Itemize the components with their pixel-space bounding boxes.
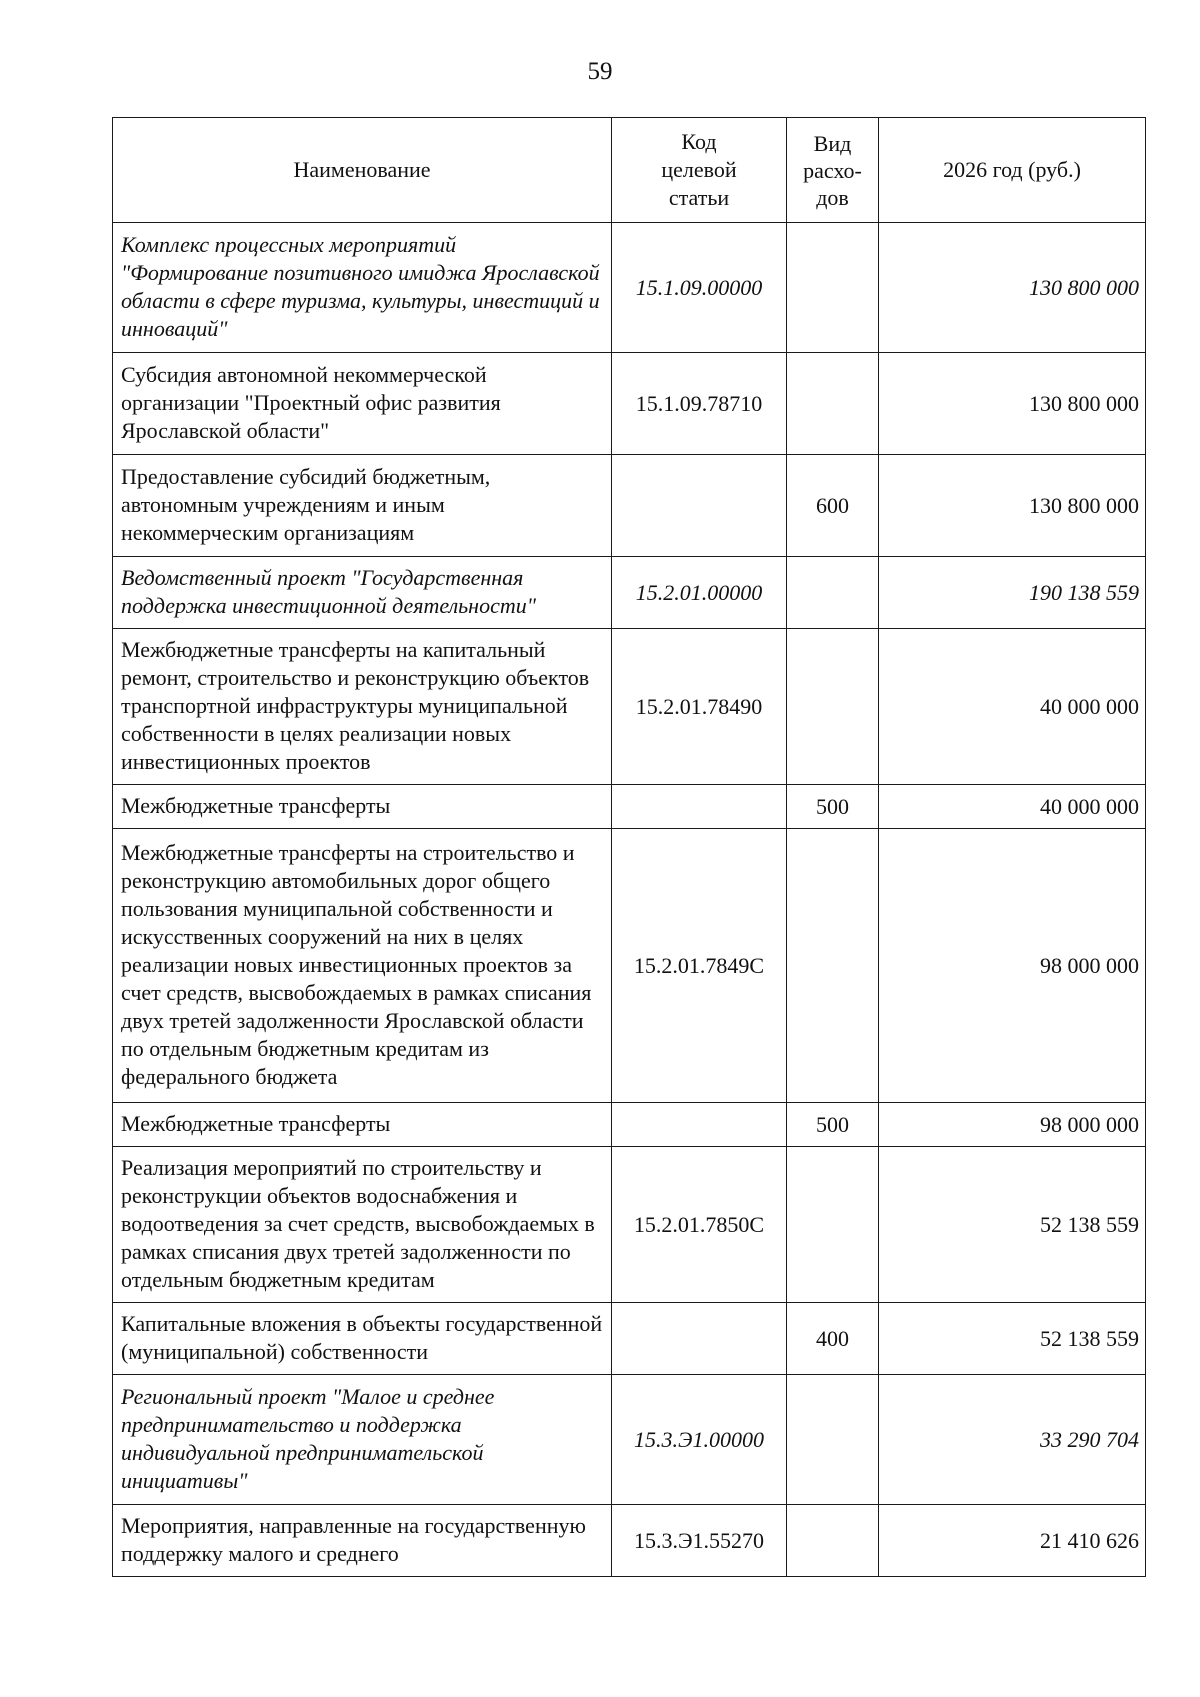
row-kind-cell [787, 629, 879, 785]
table-row [113, 829, 1146, 1103]
row-code-cell: 15.3.Э1.00000 [612, 1375, 787, 1505]
header-kind [787, 118, 879, 223]
row-name-cell: Комплекс процессных мероприятий "Формирование позитивного имиджа Ярославской области в сфере туризма, культуры, инвестиций и инноваций" [113, 223, 612, 353]
row-kind-cell [787, 829, 879, 1103]
row-code-cell [612, 455, 787, 557]
table-header-row [113, 118, 1146, 223]
table-row [113, 1505, 1146, 1577]
row-code-cell [612, 1103, 787, 1147]
row-amount-cell: 190 138 559 [879, 557, 1146, 629]
header-amount-label: 2026 год (руб.) [943, 157, 1081, 182]
row-amount-cell: 52 138 559 [879, 1147, 1146, 1303]
row-name-cell: Межбюджетные трансферты на капитальный ремонт, строительство и реконструкцию объектов транспортной инфраструктуры муниципальной собственности в целях реализации новых инвестиционных проектов [113, 629, 612, 785]
table-row [113, 1147, 1146, 1303]
row-code-cell: 15.2.01.7850С [612, 1147, 787, 1303]
row-code-cell: 15.1.09.78710 [612, 353, 787, 455]
row-code-cell [612, 785, 787, 829]
table-row [113, 1103, 1146, 1147]
header-kind-label: Вид расхо-дов [803, 130, 862, 210]
header-name [113, 118, 612, 223]
table-row [113, 353, 1146, 455]
row-name-cell: Реализация мероприятий по строительству и реконструкции объектов водоснабжения и водоотведения за счет средств, высвобождаемых в рамках списания двух третей задолженности по отдельным бюджетным кредитам [113, 1147, 612, 1303]
row-kind-cell [787, 1147, 879, 1303]
header-name-label: Наименование [293, 157, 431, 182]
row-code-cell: 15.3.Э1.55270 [612, 1505, 787, 1577]
row-amount-cell: 52 138 559 [879, 1303, 1146, 1375]
header-code-label: Код целевой статьи [661, 129, 737, 210]
row-amount-cell: 130 800 000 [879, 353, 1146, 455]
row-code-cell: 15.2.01.78490 [612, 629, 787, 785]
table-row [113, 223, 1146, 353]
row-kind-cell [787, 1375, 879, 1505]
table-row [113, 1375, 1146, 1505]
table-row [113, 557, 1146, 629]
row-amount-cell: 21 410 626 [879, 1505, 1146, 1577]
header-amount [879, 118, 1146, 223]
budget-table [112, 117, 1146, 1577]
row-name-cell: Предоставление субсидий бюджетным, автономным учреждениям и иным некоммерческим организациям [113, 455, 612, 557]
table-row [113, 785, 1146, 829]
header-code [612, 118, 787, 223]
row-kind-cell [787, 1505, 879, 1577]
row-code-cell: 15.2.01.7849С [612, 829, 787, 1103]
row-kind-cell [787, 223, 879, 353]
row-name-cell: Межбюджетные трансферты [113, 1103, 612, 1147]
row-amount-cell: 130 800 000 [879, 455, 1146, 557]
row-amount-cell: 33 290 704 [879, 1375, 1146, 1505]
row-name-cell: Ведомственный проект "Государственная поддержка инвестиционной деятельности" [113, 557, 612, 629]
row-code-cell: 15.2.01.00000 [612, 557, 787, 629]
row-name-cell: Субсидия автономной некоммерческой организации "Проектный офис развития Ярославской области" [113, 353, 612, 455]
row-amount-cell: 40 000 000 [879, 629, 1146, 785]
row-kind-cell [787, 353, 879, 455]
row-kind-cell: 400 [787, 1303, 879, 1375]
row-name-cell: Региональный проект "Малое и среднее предпринимательство и поддержка индивидуальной предпринимательской инициативы" [113, 1375, 612, 1505]
table-row [113, 1303, 1146, 1375]
row-amount-cell: 130 800 000 [879, 223, 1146, 353]
row-amount-cell: 98 000 000 [879, 1103, 1146, 1147]
row-code-cell: 15.1.09.00000 [612, 223, 787, 353]
row-amount-cell: 40 000 000 [879, 785, 1146, 829]
table-row [113, 455, 1146, 557]
row-kind-cell: 500 [787, 785, 879, 829]
row-name-cell: Межбюджетные трансферты на строительство и реконструкцию автомобильных дорог общего пользования муниципальной собственности и искусственных сооружений на них в целях реализации новых инвестиционных проектов за счет средств, высвобождаемых в рамках списания двух третей задолженности Ярославской области по отдельным бюджетным кредитам из федерального бюджета [113, 829, 612, 1103]
row-kind-cell [787, 557, 879, 629]
page-number: 59 [587, 58, 613, 85]
row-kind-cell: 500 [787, 1103, 879, 1147]
table-row [113, 629, 1146, 785]
row-kind-cell: 600 [787, 455, 879, 557]
row-amount-cell: 98 000 000 [879, 829, 1146, 1103]
row-name-cell: Мероприятия, направленные на государственную поддержку малого и среднего [113, 1505, 612, 1577]
row-name-cell: Межбюджетные трансферты [113, 785, 612, 829]
row-code-cell [612, 1303, 787, 1375]
row-name-cell: Капитальные вложения в объекты государственной (муниципальной) собственности [113, 1303, 612, 1375]
